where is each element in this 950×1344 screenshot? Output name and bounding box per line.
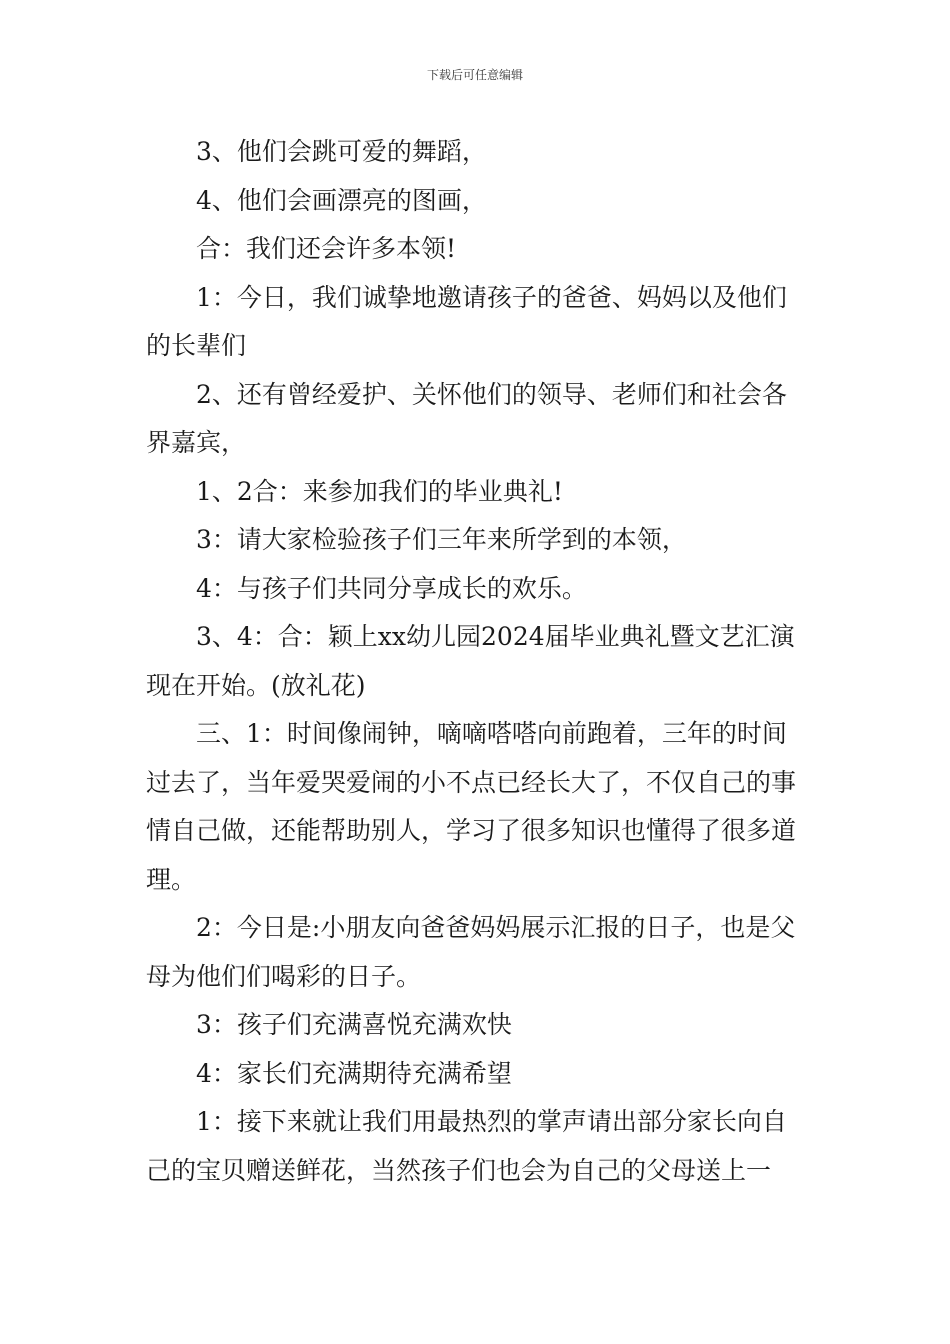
paragraph: 三、1：时间像闹钟，嘀嘀嗒嗒向前跑着，三年的时间过去了，当年爱哭爱闹的小不点已经长大了，不仅自己的事情自己做，还能帮助别人，学习了很多知识也懂得了很多道理。 (146, 719, 797, 894)
paragraph: 3：请大家检验孩子们三年来所学到的本领， (196, 525, 687, 554)
paragraph: 3、他们会跳可爱的舞蹈， (196, 137, 487, 166)
paragraph: 1、2合：来参加我们的毕业典礼! (196, 476, 563, 506)
paragraph: 2：今日是:小朋友向爸爸妈妈展示汇报的日子，也是父母为他们们喝彩的日子。 (146, 913, 796, 991)
paragraph: 1：接下来就让我们用最热烈的掌声请出部分家长向自己的宝贝赠送鲜花，当然孩子们也会为自己的父母送上一 (146, 1107, 787, 1185)
document-body (146, 128, 806, 1195)
page-header: 下载后可任意编辑 (426, 68, 523, 82)
paragraph: 3：孩子们充满喜悦充满欢快 (196, 1010, 512, 1039)
paragraph: 2、还有曾经爱护、关怀他们的领导、老师们和社会各界嘉宾， (146, 379, 787, 457)
paragraph: 合：我们还会许多本领! (196, 234, 457, 263)
paragraph: 4：与孩子们共同分享成长的欢乐。 (196, 573, 587, 603)
paragraph: 4、他们会画漂亮的图画， (196, 185, 487, 215)
paragraph: 1：今日，我们诚挚地邀请孩子的爸爸、妈妈以及他们的长辈们 (146, 282, 787, 360)
paragraph: 3、4：合：颖上xx幼儿园2024届毕业典礼暨文艺汇演现在开始。(放礼花) (146, 622, 795, 700)
paragraph: 4：家长们充满期待充满希望 (196, 1058, 512, 1088)
